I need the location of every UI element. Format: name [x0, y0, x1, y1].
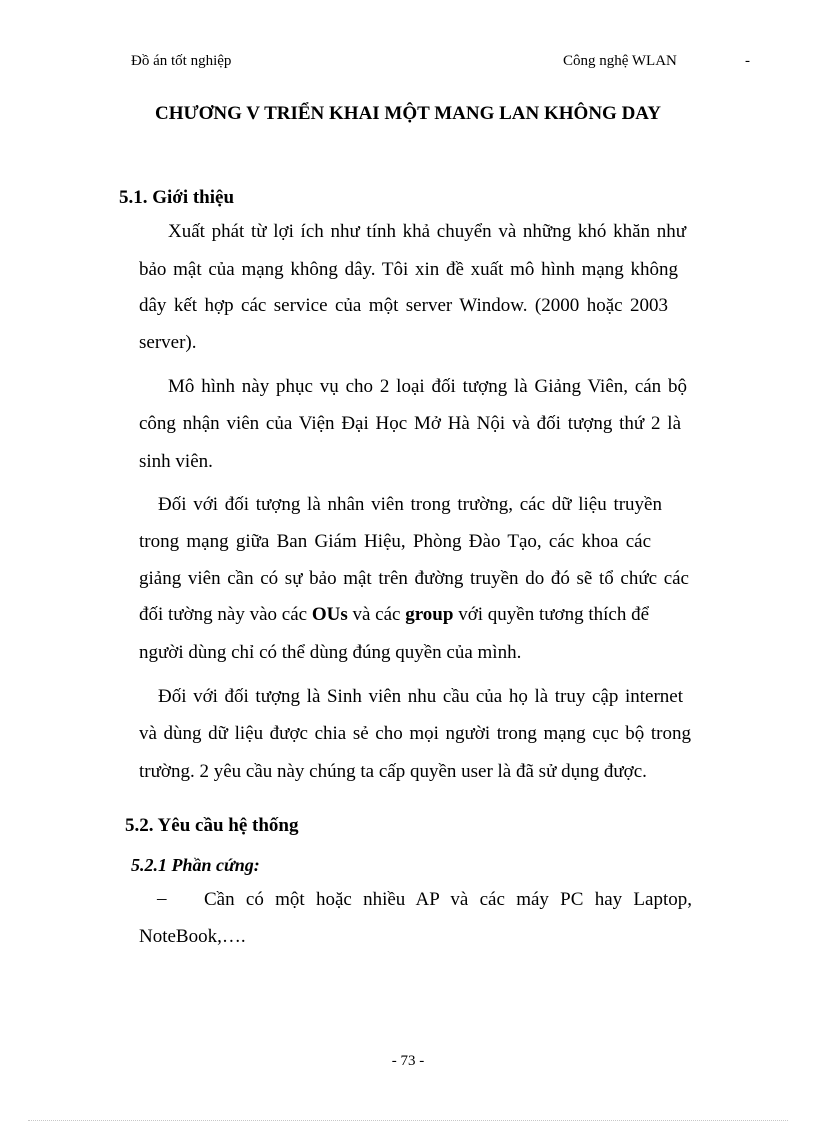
para1-line: bảo mật của mạng không dây. Tôi xin đề xuất mô hình mạng không [139, 259, 678, 280]
term-group: group [405, 604, 454, 625]
page-number: - 73 - [391, 1053, 425, 1069]
header-left: Đồ án tốt nghiệp [131, 53, 232, 69]
header-right: Công nghệ WLAN [563, 53, 677, 69]
para2-line: sinh viên. [139, 451, 213, 472]
para1-line: Xuất phát từ lợi ích như tính khả chuyển và những khó khăn như [168, 221, 686, 242]
para2-line: công nhận viên của Viện Đại Học Mở Hà Nội và đối tượng thứ 2 là [139, 413, 681, 434]
page-bottom-divider [28, 1120, 788, 1121]
para3-text: với quyền tương thích để [453, 604, 650, 625]
para1-line: server). [139, 332, 197, 353]
para4-line: Đối với đối tượng là Sinh viên nhu cầu của họ là truy cập internet [158, 686, 683, 707]
para3-text: đối tường này vào các [139, 604, 312, 625]
term-ous: OUs [311, 604, 348, 625]
chapter-title: CHƯƠNG V TRIỂN KHAI MỘT MANG LAN KHÔNG DAY [154, 103, 661, 124]
bullet-dash: – [157, 888, 167, 909]
para2-line: Mô hình này phục vụ cho 2 loại đối tượng là Giảng Viên, cán bộ [168, 376, 687, 397]
para4-line: và dùng dữ liệu được chia sẻ cho mọi người trong mạng cục bộ trong [139, 723, 691, 744]
bullet-line: NoteBook,…. [139, 926, 246, 947]
section-heading-intro: 5.1. Giới thiệu [119, 187, 235, 208]
para3-line: Đối với đối tượng là nhân viên trong trường, các dữ liệu truyền [158, 494, 662, 515]
para1-line: dây kết hợp các service của một server Window. (2000 hoặc 2003 [139, 295, 668, 316]
header-mark: - [745, 53, 750, 69]
subsection-heading-hardware: 5.2.1 Phần cứng: [131, 855, 260, 875]
para3-line [139, 604, 649, 626]
para3-line: trong mạng giữa Ban Giám Hiệu, Phòng Đào Tạo, các khoa các [139, 531, 651, 552]
para4-line: trường. 2 yêu cầu này chúng ta cấp quyền user là đã sử dụng được. [139, 761, 647, 782]
para3-line: người dùng chỉ có thể dùng đúng quyền của mình. [139, 642, 522, 663]
bullet-line: Cần có một hoặc nhiều AP và các máy PC hay Laptop, [204, 889, 692, 910]
para3-text: và các [347, 604, 406, 625]
section-heading-requirements: 5.2. Yêu cầu hệ thống [125, 815, 299, 836]
para3-line: giảng viên cần có sự bảo mật trên đường truyền do đó sẽ tổ chức các [139, 568, 689, 589]
